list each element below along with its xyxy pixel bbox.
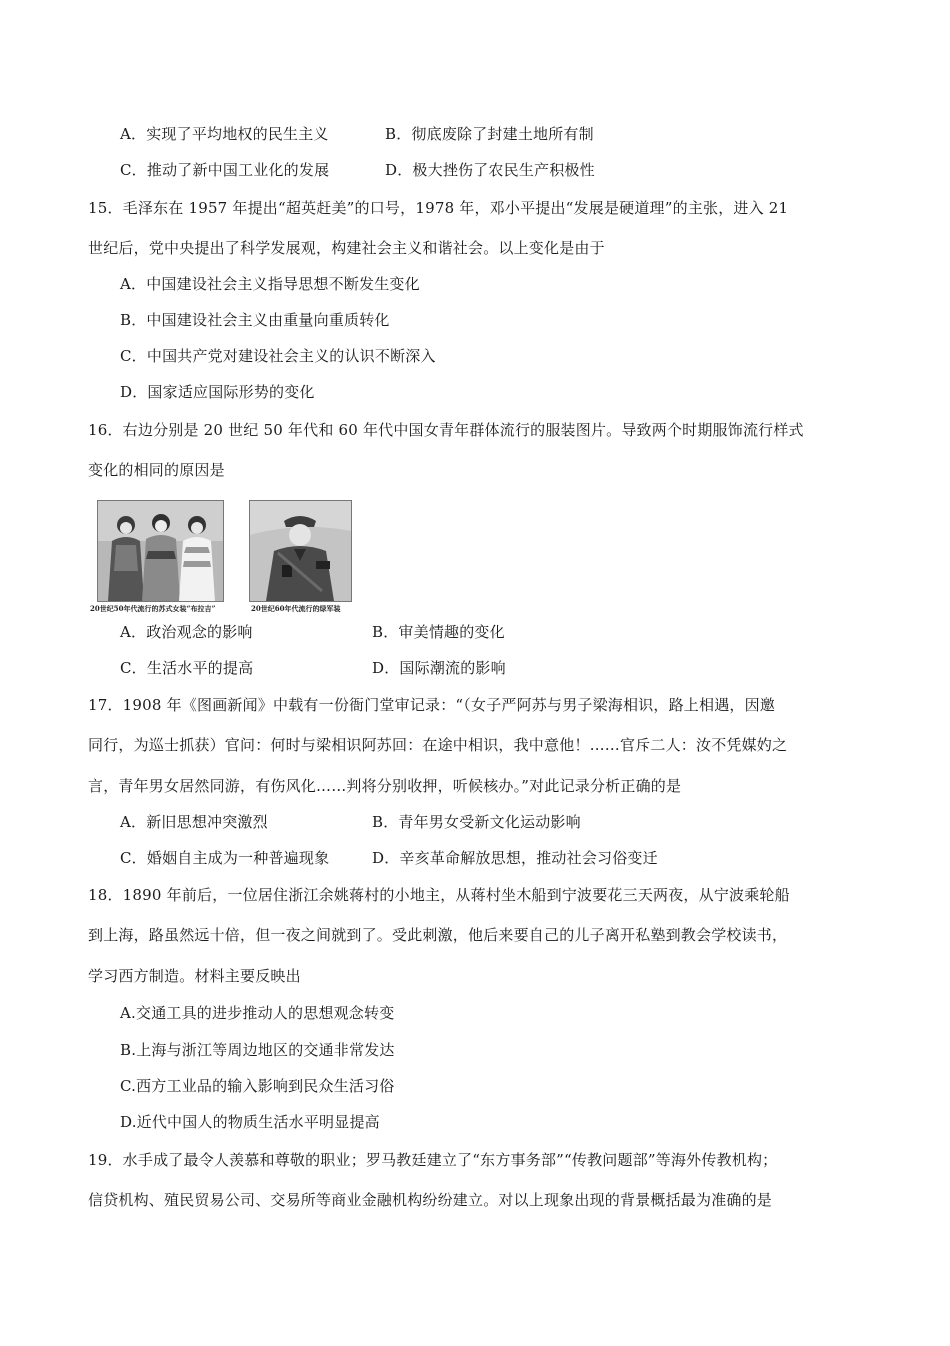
q18-stem-line3: 学习西方制造。材料主要反映出 [88, 967, 301, 985]
q18-option-b: B.上海与浙江等周边地区的交通非常发达 [120, 1041, 395, 1059]
q15-stem-line1: 15．毛泽东在 1957 年提出“超英赶美”的口号，1978 年，邓小平提出“发展是硬道理”的主张，进入 21 [88, 199, 789, 217]
photo-1950s-caption: 20世纪50年代流行的苏式女装“布拉吉” [90, 604, 216, 613]
q15-option-d: D．国家适应国际形势的变化 [120, 383, 315, 401]
q18-option-d: D.近代中国人的物质生活水平明显提高 [120, 1113, 380, 1131]
q18-option-c: C.西方工业品的输入影响到民众生活习俗 [120, 1077, 395, 1095]
q17-option-b: B．青年男女受新文化运动影响 [372, 813, 581, 831]
q14-option-d: D．极大挫伤了农民生产积极性 [385, 161, 595, 179]
q16-option-d: D．国际潮流的影响 [372, 659, 506, 677]
q17-stem-line1: 17．1908 年《图画新闻》中载有一份衙门堂审记录：“（女子严阿苏与男子梁海相识，路上相遇，因邀 [88, 696, 776, 714]
q16-option-c: C．生活水平的提高 [120, 659, 254, 677]
q17-option-a: A．新旧思想冲突激烈 [120, 813, 268, 831]
q17-stem-line2: 同行，为巡士抓获）官问：何时与梁相识阿苏回：在途中相识，我中意他！……官斥二人：汝不凭媒妁之 [88, 736, 788, 754]
photo-1950s-women [97, 500, 224, 602]
q16-option-a: A．政治观念的影响 [120, 623, 253, 641]
q14-option-b: B．彻底废除了封建土地所有制 [385, 125, 594, 143]
q15-stem-line2: 世纪后，党中央提出了科学发展观，构建社会主义和谐社会。以上变化是由于 [88, 239, 605, 257]
q16-stem-line1: 16．右边分别是 20 世纪 50 年代和 60 年代中国女青年群体流行的服装图片。导致两个时期服饰流行样式 [88, 421, 804, 439]
q15-option-b: B．中国建设社会主义由重量向重质转化 [120, 311, 390, 329]
q19-stem-line1: 19．水手成了最令人羡慕和尊敬的职业；罗马教廷建立了“东方事务部”“传教问题部”等海外传教机构； [88, 1151, 778, 1169]
q18-stem-line2: 到上海，路虽然远十倍，但一夜之间就到了。受此刺激，他后来要自己的儿子离开私塾到教会学校读书， [88, 926, 788, 944]
q17-option-d: D．辛亥革命解放思想，推动社会习俗变迁 [372, 849, 658, 867]
q18-stem-line1: 18．1890 年前后，一位居住浙江余姚蒋村的小地主，从蒋村坐木船到宁波要花三天两夜，从宁波乘轮船 [88, 886, 790, 904]
q16-stem-line2: 变化的相同的原因是 [88, 461, 225, 479]
q14-option-a: A．实现了平均地权的民生主义 [120, 125, 329, 143]
q15-option-c: C．中国共产党对建设社会主义的认识不断深入 [120, 347, 436, 365]
q19-stem-line2: 信贷机构、殖民贸易公司、交易所等商业金融机构纷纷建立。对以上现象出现的背景概括最为准确的是 [88, 1191, 773, 1209]
photo-1960s-uniform [249, 500, 352, 602]
q18-option-a: A.交通工具的进步推动人的思想观念转变 [120, 1004, 395, 1022]
q15-option-a: A．中国建设社会主义指导思想不断发生变化 [120, 275, 420, 293]
q14-option-c: C．推动了新中国工业化的发展 [120, 161, 330, 179]
photo-1960s-caption: 20世纪60年代流行的绿军装 [251, 604, 341, 613]
q17-option-c: C．婚姻自主成为一种普遍现象 [120, 849, 330, 867]
q17-stem-line3: 言，青年男女居然同游，有伤风化……判将分别收押，听候核办。”对此记录分析正确的是 [88, 777, 682, 795]
q16-option-b: B．审美情趣的变化 [372, 623, 505, 641]
